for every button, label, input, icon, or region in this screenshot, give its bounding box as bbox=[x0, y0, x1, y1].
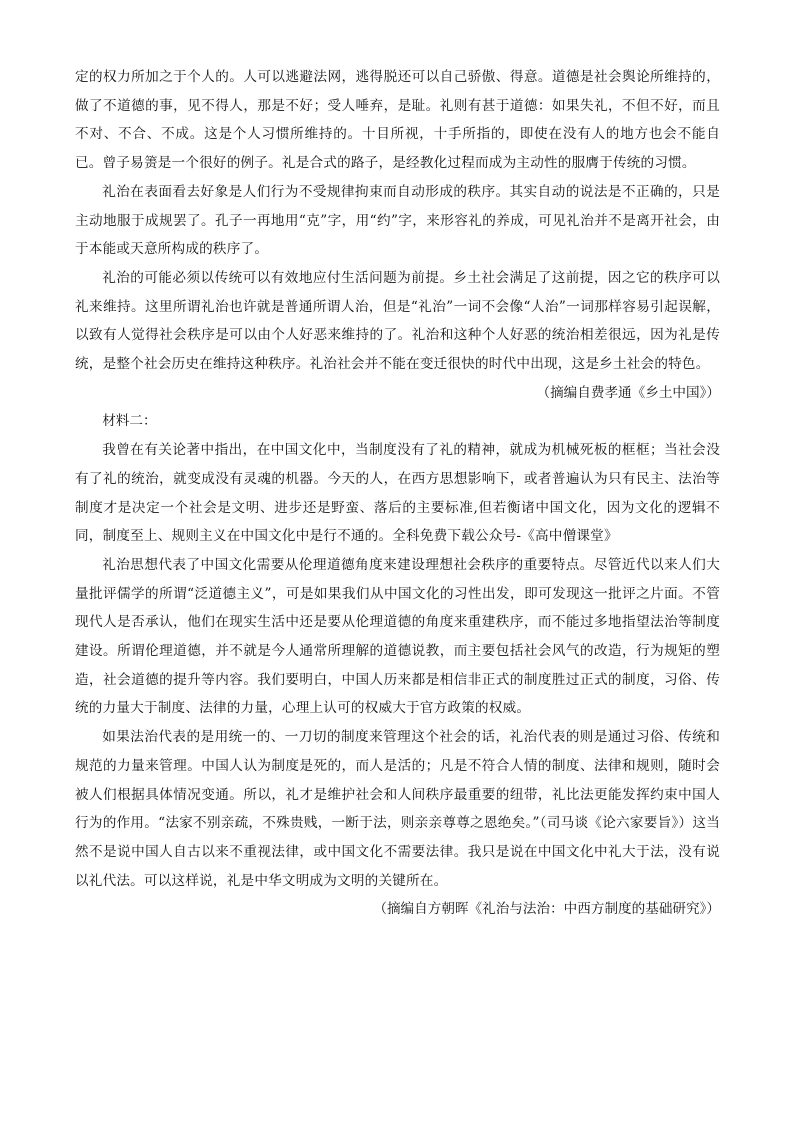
paragraph-ethics-order: 礼治思想代表了中国文化需要从伦理道德角度来建设理想社会秩序的重要特点。尽管近代以来人们大量批评儒学的所谓“泛道德主义”，可是如果我们从中国文化的习性出发，即可发现这一批评之片面。不管现代人是否承认，他们在现实生活中还是要从伦理道德的角度来重建秩序，而不能过多地指望法治等制度建设。所谓伦理道德，并不就是今人通常所理解的道德说教，而主要包括社会风气的改造，行为规矩的塑造，社会道德的提升等内容。我们要明白，中国人历来都是相信非正式的制度胜过正式的制度，习俗、传统的力量大于制度、法律的力量，心理上认可的权威大于官方政策的权威。 bbox=[75, 556, 720, 717]
material-two-label: 材料二： bbox=[102, 413, 157, 430]
paragraph-li-zhi-premise: 礼治的可能必须以传统可以有效地应付生活问题为前提。乡土社会满足了这前提，因之它的秩序可以礼来维持。这里所谓礼治也许就是普通所谓人治，但是“礼治”一词不会像“人治”一词那样容易引起误解，以致有人觉得社会秩序是可以由个人好恶来维持的了。礼治和这种个人好恶的统治相差很远，因为礼是传统，是整个社会历史在维持这种秩序。礼治社会并不能在变迁很快的时代中出现，这是乡土社会的特色。 bbox=[75, 269, 720, 373]
paragraph-continuation: 定的权力所加之于个人的。人可以逃避法网，逃得脱还可以自己骄傲、得意。道德是社会舆论所维持的，做了不道德的事，见不得人，那是不好；受人唾弃，是耻。礼则有甚于道德：如果失礼，不但不好，而且不对、不合、不成。这是个人习惯所维持的。十目所视，十手所指的，即使在没有人的地方也会不能自已。曾子易箦是一个很好的例子。礼是合式的路子，是经教化过程而成为主动性的服膺于传统的习惯。 bbox=[75, 69, 720, 172]
source-citation-1: （摘编自费孝通《乡土中国》） bbox=[536, 384, 720, 401]
paragraph-rule-of-law-vs-rites: 如果法治代表的是用统一的、一刀切的制度来管理这个社会的话，礼治代表的则是通过习俗、传统和规范的力量来管理。中国人认为制度是死的，而人是活的；凡是不符合人情的制度、法律和规则，随时会被人们根据具体情况变通。所以，礼才是维护社会和人间秩序最重要的纽带，礼比法更能发挥约束中国人行为的作用。“法家不别亲疏，不殊贵贱，一断于法，则亲亲尊尊之恩绝矣。”（司马谈《论六家要旨》）这当然不是说中国人自古以来不重视法律，或中国文化不需要法律。我只是说在中国文化中礼大于法，没有说以礼代法。可以这样说，礼是中华文明成为文明的关键所在。 bbox=[75, 729, 720, 889]
document-page bbox=[75, 63, 720, 924]
source-citation-2: （摘编自方朝晖《礼治与法治：中西方制度的基础研究》） bbox=[373, 901, 720, 918]
paragraph-li-zhi-surface: 礼治在表面看去好象是人们行为不受规律拘束而自动形成的秩序。其实自动的说法是不正确的，只是主动地服于成规罢了。孔子一再地用“克”字，用“约”字，来形容礼的养成，可见礼治并不是离开社会，由于本能或天意所构成的秩序了。 bbox=[75, 183, 720, 258]
paragraph-institution-spirit: 我曾在有关论著中指出，在中国文化中，当制度没有了礼的精神，就成为机械死板的框框；当社会没有了礼的统治，就变成没有灵魂的机器。今天的人，在西方思想影响下，或者普遍认为只有民主、法治等制度才是决定一个社会是文明、进步还是野蛮、落后的主要标准,但若衡诸中国文化，因为文化的逻辑不同，制度至上、规则主义在中国文化中是行不通的。全科免费下载公众号-《高中僧课堂》 bbox=[75, 442, 720, 545]
